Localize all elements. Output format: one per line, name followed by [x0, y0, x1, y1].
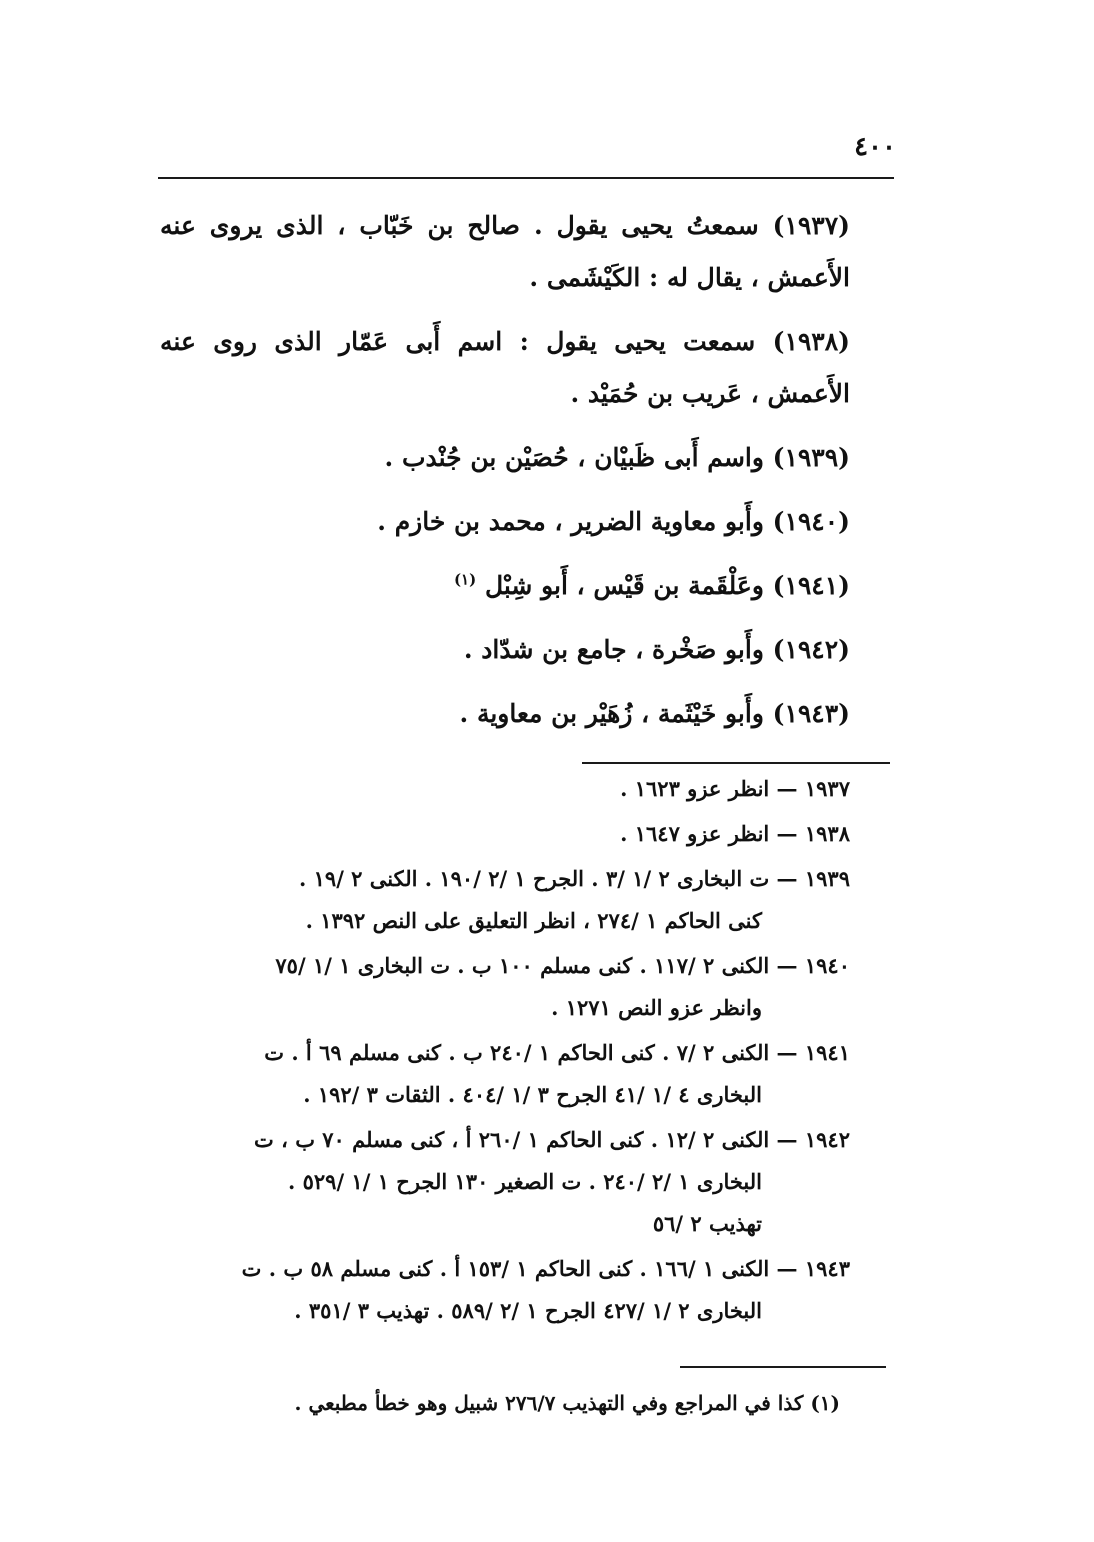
- entry-1940: (١٩٤٠) وأَبو معاوية الضرير ، محمد بن خازم .: [377, 507, 850, 536]
- header-rule: [158, 177, 894, 179]
- reference-1943: ١٩٤٣ — الكنى ١ /١٦٦ . كنى الحاكم ١ /١٥٣ أ . كنى مسلم ٥٨ ب . ت البخارى ٢ /١ /٤٢٧ الجرح ١ /٢ /٥٨٩ . تهذيب ٣ /٣٥١ .: [241, 1256, 850, 1323]
- entry-1939: (١٩٣٩) واسم أَبى ظَبيْان ، حُصَيْن بن جُنْدب .: [384, 443, 850, 472]
- entry-1937: (١٩٣٧) سمعتُ يحيى يقول . صالح بن خَبّاب ، الذى يروى عنه الأَعمش ، يقال له : الكَيْشَمى .: [160, 211, 850, 292]
- footnote-rule: [680, 1366, 886, 1368]
- reference-1940: ١٩٤٠ — الكنى ٢ /١١٧ . كنى مسلم ١٠٠ ب . ت البخارى ١ /١ /٧٥ وانظر عزو النص ١٢٧١ .: [275, 953, 850, 1020]
- reference-1939: ١٩٣٩ — ت البخارى ٢ /١ /٣ . الجرح ١ /٢ /١٩٠ . الكنى ٢ /١٩ . كنى الحاكم ١ /٢٧٤ ، انظر التعليق على النص ١٣٩٢ .: [299, 866, 850, 933]
- footnote-marker: (١): [453, 570, 477, 589]
- entry-1938: (١٩٣٨) سمعت يحيى يقول : اسم أَبى عَمّار الذى روى عنه الأَعمش ، عَريب بن حُمَيْد .: [160, 327, 850, 408]
- page-number: ٤٠٠: [854, 132, 896, 162]
- reference-1937: ١٩٣٧ — انظر عزو ١٦٢٣ .: [620, 776, 850, 801]
- footnote: (١) كذا في المراجع وفي التهذيب ٢٧٦/٧ شبيل وهو خطأ مطبعي .: [294, 1391, 840, 1415]
- references: [160, 768, 850, 1335]
- entry-1943: (١٩٤٣) وأَبو خَيْثَمة ، زُهَيْر بن معاوية .: [459, 699, 850, 728]
- references-rule: [582, 762, 890, 764]
- entry-1941: (١٩٤١) وعَلْقَمة بن قَيْس ، أَبو شِبْل $^{(١)}$: [453, 570, 850, 600]
- reference-1941: ١٩٤١ — الكنى ٢ /٧ . كنى الحاكم ١ /٢٤٠ ب . كنى مسلم ٦٩ أ . ت البخارى ٤ /١ /٤١ الجرح ٣ /١ /٤٠٤ . الثقات ٣ /١٩٢ .: [264, 1040, 850, 1107]
- reference-1938: ١٩٣٨ — انظر عزو ١٦٤٧ .: [620, 821, 850, 846]
- entry-1942: (١٩٤٢) وأَبو صَخْرة ، جامع بن شدّاد .: [463, 635, 850, 664]
- main-text: [160, 200, 850, 752]
- reference-1942: ١٩٤٢ — الكنى ٢ /١٢ . كنى الحاكم ١ /٢٦٠ أ ، كنى مسلم ٧٠ ب ، ت البخارى ١ /٢ /٢٤٠ . ت الصغير ١٣٠ الجرح ١ /١ /٥٢٩ . تهذيب ٢ /٥٦: [254, 1127, 850, 1236]
